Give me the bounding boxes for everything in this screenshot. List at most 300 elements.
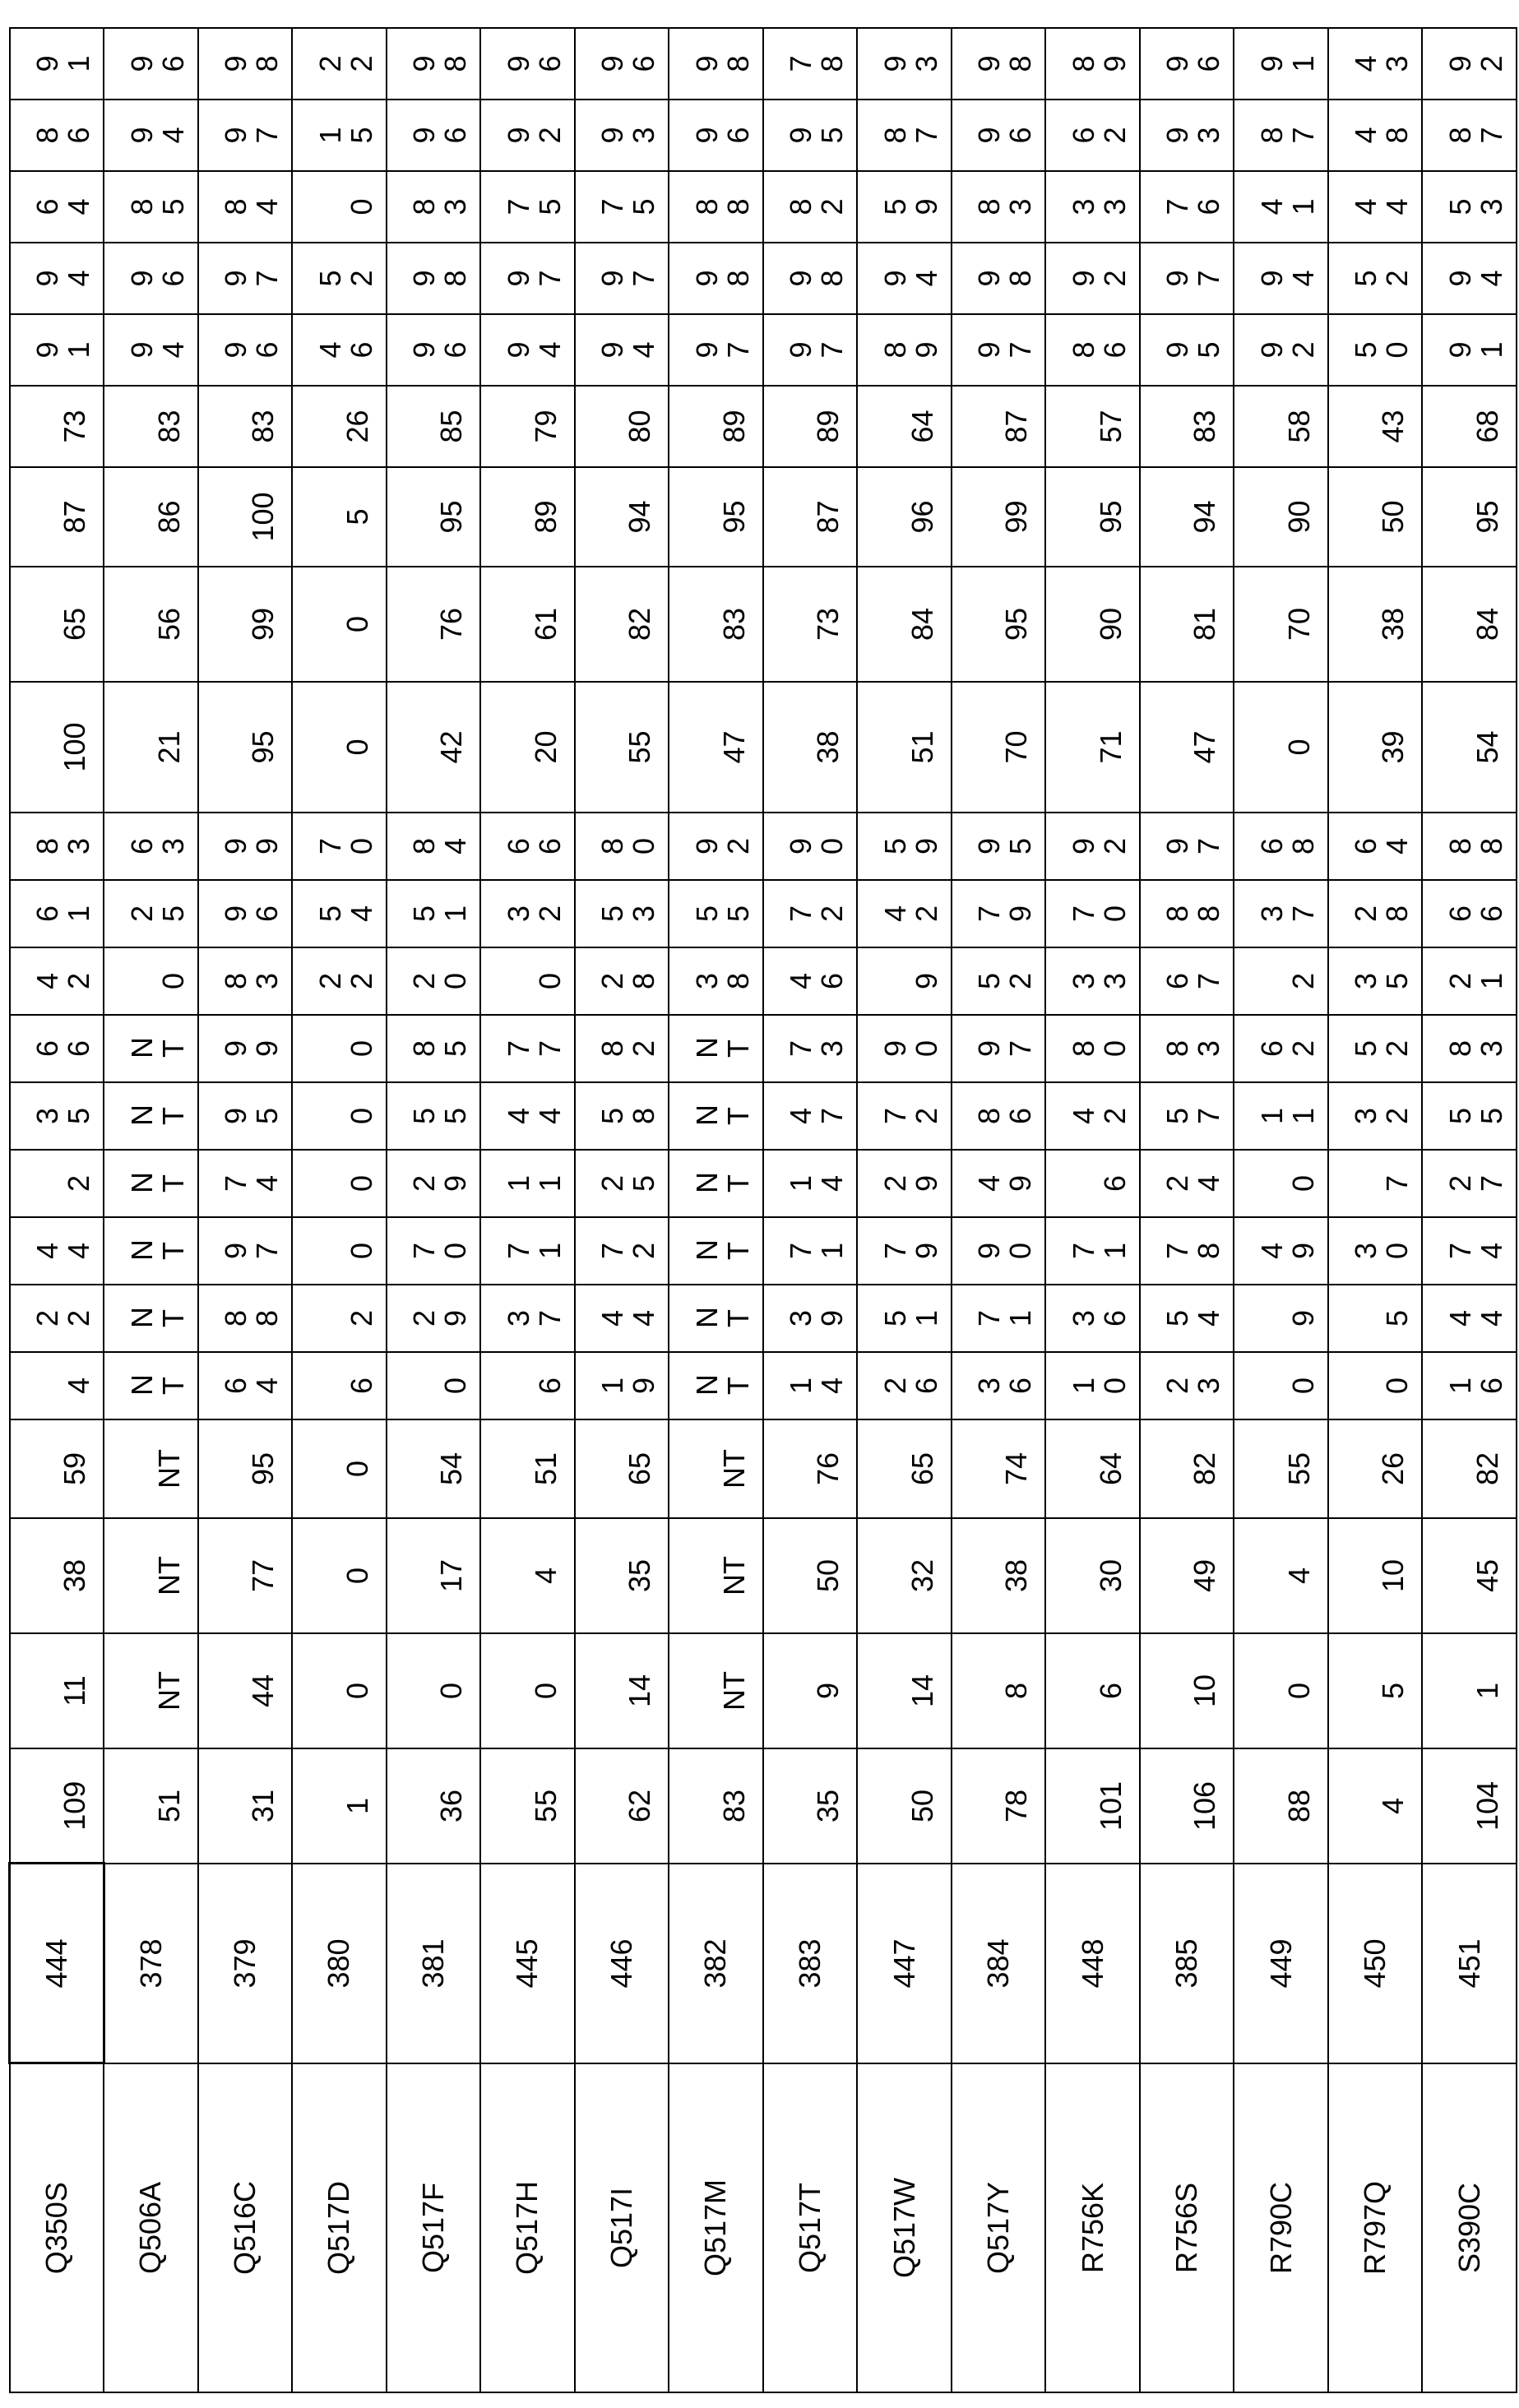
sequence-id: 445: [480, 1864, 575, 2063]
value-cell: 58: [1234, 386, 1328, 467]
value-cell: 55: [387, 1082, 481, 1150]
value-cell: 98: [387, 28, 481, 100]
value-cell: 58: [575, 1082, 669, 1150]
value-cell: 2: [10, 1150, 104, 1217]
value-cell: 9: [857, 947, 952, 1015]
value-cell: NT: [669, 1217, 763, 1285]
value-cell: 44: [1422, 1285, 1517, 1352]
value-cell: 90: [857, 1015, 952, 1082]
value-cell: NT: [104, 1082, 198, 1150]
sequence-id: 447: [857, 1864, 952, 2063]
value-cell: 97: [1140, 243, 1234, 314]
value-cell: 15: [292, 100, 387, 171]
value-cell: 54: [1422, 682, 1517, 813]
value-cell: 55: [669, 880, 763, 947]
table-row: [480, 28, 575, 2392]
value-cell: NT: [104, 1217, 198, 1285]
value-cell: 86: [10, 100, 104, 171]
value-cell: 97: [480, 243, 575, 314]
value-cell: 0: [480, 947, 575, 1015]
value-cell: 70: [1234, 567, 1328, 682]
value-cell: 0: [292, 1150, 387, 1217]
value-cell: 71: [763, 1217, 858, 1285]
value-cell: 78: [1140, 1217, 1234, 1285]
value-cell: 92: [1045, 243, 1140, 314]
value-cell: 86: [952, 1082, 1046, 1150]
value-cell: 5: [1328, 1633, 1423, 1748]
value-cell: 75: [575, 171, 669, 243]
sequence-id: 379: [198, 1864, 293, 2063]
value-cell: 35: [1328, 947, 1423, 1015]
value-cell: 51: [480, 1419, 575, 1518]
value-cell: NT: [104, 1419, 198, 1518]
value-cell: 64: [857, 386, 952, 467]
value-cell: 4: [1328, 1748, 1423, 1864]
value-cell: 26: [857, 1352, 952, 1419]
value-cell: 83: [1422, 1015, 1517, 1082]
value-cell: 32: [480, 880, 575, 947]
value-cell: 95: [952, 567, 1046, 682]
value-cell: 23: [1140, 1352, 1234, 1419]
value-cell: 88: [1140, 880, 1234, 947]
value-cell: 89: [763, 386, 858, 467]
value-cell: 63: [104, 813, 198, 880]
value-cell: 92: [1422, 28, 1517, 100]
value-cell: 97: [1140, 813, 1234, 880]
value-cell: 30: [1328, 1217, 1423, 1285]
table-row: [104, 28, 198, 2392]
value-cell: 54: [1140, 1285, 1234, 1352]
value-cell: 16: [1422, 1352, 1517, 1419]
sequence-id: 381: [387, 1864, 481, 2063]
sequence-id: 451: [1422, 1864, 1517, 2063]
value-cell: 70: [387, 1217, 481, 1285]
value-cell: 50: [857, 1748, 952, 1864]
value-cell: 59: [857, 171, 952, 243]
table-row: [292, 28, 387, 2392]
value-cell: 38: [952, 1518, 1046, 1633]
sequence-id: 448: [1045, 1864, 1140, 2063]
mutation-name: Q516C: [198, 2063, 293, 2392]
mutation-name: Q517M: [669, 2063, 763, 2392]
value-cell: 64: [10, 171, 104, 243]
value-cell: 98: [952, 243, 1046, 314]
value-cell: 28: [575, 947, 669, 1015]
value-cell: 85: [387, 386, 481, 467]
value-cell: 57: [1140, 1082, 1234, 1150]
value-cell: 75: [480, 171, 575, 243]
value-cell: 83: [198, 947, 293, 1015]
value-cell: 74: [952, 1419, 1046, 1518]
value-cell: 95: [669, 467, 763, 567]
value-cell: 25: [104, 880, 198, 947]
value-cell: 10: [1328, 1518, 1423, 1633]
value-cell: 0: [292, 1633, 387, 1748]
value-cell: 86: [104, 467, 198, 567]
value-cell: 95: [198, 682, 293, 813]
value-cell: 73: [763, 567, 858, 682]
value-cell: 84: [1422, 567, 1517, 682]
value-cell: NT: [104, 1518, 198, 1633]
value-cell: 55: [1422, 1082, 1517, 1150]
value-cell: 14: [763, 1352, 858, 1419]
value-cell: 96: [198, 314, 293, 386]
value-cell: 86: [1045, 314, 1140, 386]
mutation-name: R756K: [1045, 2063, 1140, 2392]
value-cell: 72: [575, 1217, 669, 1285]
value-cell: 0: [387, 1633, 481, 1748]
value-cell: 79: [480, 386, 575, 467]
value-cell: NT: [669, 1015, 763, 1082]
value-cell: 55: [480, 1748, 575, 1864]
value-cell: 6: [480, 1352, 575, 1419]
value-cell: 97: [198, 1217, 293, 1285]
value-cell: 22: [292, 947, 387, 1015]
value-cell: 54: [387, 1419, 481, 1518]
value-cell: NT: [104, 1352, 198, 1419]
value-cell: 52: [1328, 243, 1423, 314]
value-cell: 55: [575, 682, 669, 813]
value-cell: 21: [1422, 947, 1517, 1015]
table-row: [1422, 28, 1517, 2392]
value-cell: 37: [1234, 880, 1328, 947]
value-cell: 42: [1045, 1082, 1140, 1150]
value-cell: 96: [575, 28, 669, 100]
value-cell: 95: [1140, 314, 1234, 386]
value-cell: 78: [763, 28, 858, 100]
value-cell: 84: [857, 567, 952, 682]
value-cell: 52: [292, 243, 387, 314]
value-cell: 80: [1045, 1015, 1140, 1082]
value-cell: 83: [198, 386, 293, 467]
value-cell: 29: [857, 1150, 952, 1217]
value-cell: 87: [763, 467, 858, 567]
value-cell: 59: [857, 813, 952, 880]
value-cell: NT: [669, 1082, 763, 1150]
value-cell: 49: [1140, 1518, 1234, 1633]
value-cell: NT: [104, 1015, 198, 1082]
value-cell: 0: [104, 947, 198, 1015]
sequence-id: 378: [104, 1864, 198, 2063]
value-cell: 95: [387, 467, 481, 567]
value-cell: 0: [292, 682, 387, 813]
value-cell: 1: [1422, 1633, 1517, 1748]
value-cell: NT: [669, 1518, 763, 1633]
table-row: [1234, 28, 1328, 2392]
value-cell: 21: [104, 682, 198, 813]
value-cell: 73: [763, 1015, 858, 1082]
value-cell: 66: [10, 1015, 104, 1082]
table-row: [857, 28, 952, 2392]
value-cell: 97: [952, 314, 1046, 386]
value-cell: 72: [763, 880, 858, 947]
value-cell: 0: [292, 1217, 387, 1285]
value-cell: 71: [1045, 1217, 1140, 1285]
value-cell: 26: [1328, 1419, 1423, 1518]
value-cell: 90: [763, 813, 858, 880]
value-cell: 94: [104, 100, 198, 171]
value-cell: 57: [1045, 386, 1140, 467]
value-cell: 8: [952, 1633, 1046, 1748]
value-cell: 101: [1045, 1748, 1140, 1864]
value-cell: 62: [1045, 100, 1140, 171]
value-cell: 96: [857, 467, 952, 567]
value-cell: 36: [952, 1352, 1046, 1419]
value-cell: 100: [198, 467, 293, 567]
sequence-id: 444: [10, 1864, 104, 2063]
value-cell: 96: [104, 243, 198, 314]
value-cell: 98: [669, 243, 763, 314]
value-cell: 56: [104, 567, 198, 682]
value-cell: 50: [763, 1518, 858, 1633]
value-cell: 44: [198, 1633, 293, 1748]
value-cell: 98: [198, 28, 293, 100]
value-cell: NT: [104, 1150, 198, 1217]
value-cell: 98: [952, 28, 1046, 100]
value-cell: 80: [575, 813, 669, 880]
value-cell: 22: [10, 1285, 104, 1352]
value-cell: 97: [952, 1015, 1046, 1082]
value-cell: 94: [104, 314, 198, 386]
value-cell: 95: [763, 100, 858, 171]
mutation-name: Q517F: [387, 2063, 481, 2392]
mutation-name: R790C: [1234, 2063, 1328, 2392]
sequence-id: 449: [1234, 1864, 1328, 2063]
value-cell: 83: [104, 386, 198, 467]
value-cell: 83: [387, 171, 481, 243]
value-cell: 68: [1422, 386, 1517, 467]
value-cell: 0: [387, 1352, 481, 1419]
value-cell: 14: [857, 1633, 952, 1748]
value-cell: 64: [1328, 813, 1423, 880]
value-cell: 35: [10, 1082, 104, 1150]
value-cell: NT: [104, 1633, 198, 1748]
value-cell: 87: [952, 386, 1046, 467]
value-cell: 68: [1234, 813, 1328, 880]
value-cell: 0: [292, 1518, 387, 1633]
value-cell: 83: [10, 813, 104, 880]
value-cell: 48: [1328, 100, 1423, 171]
mutation-name: Q517W: [857, 2063, 952, 2392]
value-cell: 2: [1234, 947, 1328, 1015]
value-cell: 97: [198, 243, 293, 314]
value-cell: 17: [387, 1518, 481, 1633]
value-cell: 92: [480, 100, 575, 171]
value-cell: 38: [1328, 567, 1423, 682]
value-cell: 30: [1045, 1518, 1140, 1633]
value-cell: 71: [1045, 682, 1140, 813]
value-cell: 6: [1045, 1633, 1140, 1748]
mutation-name: Q517D: [292, 2063, 387, 2392]
value-cell: 10: [1140, 1633, 1234, 1748]
value-cell: 104: [1422, 1748, 1517, 1864]
value-cell: 44: [10, 1217, 104, 1285]
value-cell: NT: [669, 1352, 763, 1419]
table-row: [575, 28, 669, 2392]
value-cell: 96: [669, 100, 763, 171]
mutant-activity-table: [8, 27, 1517, 2393]
value-cell: 94: [480, 314, 575, 386]
value-cell: 95: [1422, 467, 1517, 567]
value-cell: 36: [1045, 1285, 1140, 1352]
value-cell: 51: [857, 1285, 952, 1352]
sequence-id: 380: [292, 1864, 387, 2063]
value-cell: NT: [104, 1285, 198, 1352]
value-cell: 6: [292, 1352, 387, 1419]
value-cell: 79: [952, 880, 1046, 947]
value-cell: 45: [1422, 1518, 1517, 1633]
value-cell: 11: [10, 1633, 104, 1748]
value-cell: 83: [952, 171, 1046, 243]
value-cell: 50: [1328, 314, 1423, 386]
value-cell: 96: [952, 100, 1046, 171]
value-cell: 54: [292, 880, 387, 947]
value-cell: 93: [575, 100, 669, 171]
value-cell: 19: [575, 1352, 669, 1419]
value-cell: 0: [1234, 1633, 1328, 1748]
sequence-id: 450: [1328, 1864, 1423, 2063]
value-cell: 0: [1234, 682, 1328, 813]
value-cell: 62: [1234, 1015, 1328, 1082]
value-cell: 76: [387, 567, 481, 682]
value-cell: 96: [1140, 28, 1234, 100]
value-cell: 88: [1234, 1748, 1328, 1864]
value-cell: 93: [1140, 100, 1234, 171]
value-cell: 43: [1328, 28, 1423, 100]
value-cell: 96: [480, 28, 575, 100]
value-cell: 98: [763, 243, 858, 314]
sequence-id: 383: [763, 1864, 858, 2063]
value-cell: 44: [1328, 171, 1423, 243]
value-cell: 97: [669, 314, 763, 386]
value-cell: 90: [1045, 567, 1140, 682]
value-cell: 65: [10, 567, 104, 682]
value-cell: 99: [198, 813, 293, 880]
value-cell: 94: [1140, 467, 1234, 567]
mutation-name: R797Q: [1328, 2063, 1423, 2392]
value-cell: 95: [952, 813, 1046, 880]
sequence-id: 382: [669, 1864, 763, 2063]
value-cell: 93: [857, 28, 952, 100]
value-cell: 64: [1045, 1419, 1140, 1518]
value-cell: 67: [1140, 947, 1234, 1015]
mutation-name: Q517I: [575, 2063, 669, 2392]
value-cell: 98: [669, 28, 763, 100]
value-cell: 33: [1045, 171, 1140, 243]
value-cell: 80: [575, 386, 669, 467]
value-cell: 53: [575, 880, 669, 947]
value-cell: 91: [10, 314, 104, 386]
value-cell: 94: [857, 243, 952, 314]
value-cell: 89: [1045, 28, 1140, 100]
mutation-name: Q506A: [104, 2063, 198, 2392]
value-cell: 84: [387, 813, 481, 880]
value-cell: 71: [952, 1285, 1046, 1352]
table-row: [198, 28, 293, 2392]
table-row: [387, 28, 481, 2392]
value-cell: 0: [292, 1082, 387, 1150]
value-cell: 51: [104, 1748, 198, 1864]
value-cell: 9: [763, 1633, 858, 1748]
value-cell: 83: [669, 567, 763, 682]
value-cell: 24: [1140, 1150, 1234, 1217]
value-cell: 47: [763, 1082, 858, 1150]
rotated-table-container: [8, 33, 1517, 2393]
value-cell: 42: [387, 682, 481, 813]
value-cell: 44: [575, 1285, 669, 1352]
value-cell: 90: [952, 1217, 1046, 1285]
value-cell: 6: [1045, 1150, 1140, 1217]
value-cell: 85: [104, 171, 198, 243]
value-cell: 92: [669, 813, 763, 880]
value-cell: 38: [10, 1518, 104, 1633]
value-cell: 65: [857, 1419, 952, 1518]
value-cell: 52: [952, 947, 1046, 1015]
value-cell: 26: [292, 386, 387, 467]
value-cell: 95: [1045, 467, 1140, 567]
value-cell: 91: [1422, 314, 1517, 386]
value-cell: 44: [480, 1082, 575, 1150]
value-cell: 83: [1140, 1015, 1234, 1082]
value-cell: 66: [1422, 880, 1517, 947]
value-cell: 51: [387, 880, 481, 947]
value-cell: 99: [198, 1015, 293, 1082]
value-cell: 0: [480, 1633, 575, 1748]
table-row: [1140, 28, 1234, 2392]
value-cell: 70: [292, 813, 387, 880]
value-cell: 87: [857, 100, 952, 171]
value-cell: 53: [1422, 171, 1517, 243]
value-cell: 4: [10, 1352, 104, 1419]
value-cell: 39: [763, 1285, 858, 1352]
value-cell: 85: [387, 1015, 481, 1082]
value-cell: 38: [669, 947, 763, 1015]
value-cell: 96: [387, 100, 481, 171]
mutation-name: R756S: [1140, 2063, 1234, 2392]
sequence-id: 384: [952, 1864, 1046, 2063]
value-cell: 98: [387, 243, 481, 314]
value-cell: 2: [292, 1285, 387, 1352]
value-cell: 88: [198, 1285, 293, 1352]
value-cell: 0: [1234, 1150, 1328, 1217]
value-cell: 14: [575, 1633, 669, 1748]
value-cell: 95: [198, 1419, 293, 1518]
mutation-name: Q517H: [480, 2063, 575, 2392]
value-cell: 82: [575, 1015, 669, 1082]
value-cell: 88: [1422, 813, 1517, 880]
value-cell: 11: [480, 1150, 575, 1217]
value-cell: 81: [1140, 567, 1234, 682]
value-cell: 66: [480, 813, 575, 880]
value-cell: 87: [10, 467, 104, 567]
value-cell: 5: [292, 467, 387, 567]
value-cell: NT: [669, 1419, 763, 1518]
value-cell: 0: [292, 171, 387, 243]
value-cell: 29: [387, 1285, 481, 1352]
value-cell: 46: [763, 947, 858, 1015]
value-cell: 95: [198, 1082, 293, 1150]
value-cell: 59: [10, 1419, 104, 1518]
value-cell: 29: [387, 1150, 481, 1217]
value-cell: 70: [1045, 880, 1140, 947]
value-cell: 89: [857, 314, 952, 386]
value-cell: 32: [1328, 1082, 1423, 1150]
value-cell: 4: [480, 1518, 575, 1633]
mutation-name: Q517Y: [952, 2063, 1046, 2392]
value-cell: 77: [480, 1015, 575, 1082]
value-cell: 39: [1328, 682, 1423, 813]
value-cell: 25: [575, 1150, 669, 1217]
